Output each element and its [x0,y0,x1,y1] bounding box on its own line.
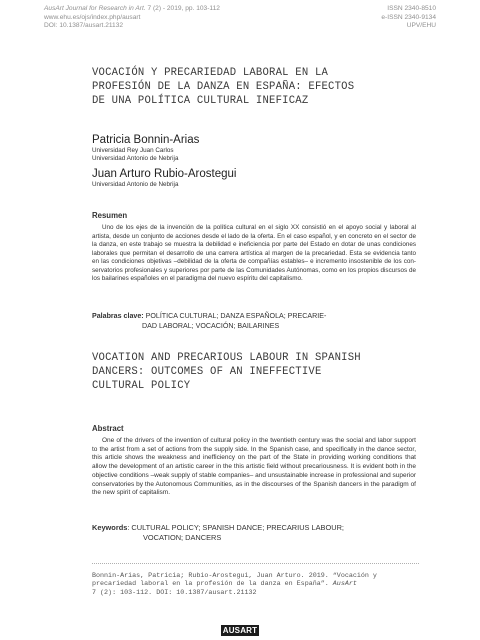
author-affiliation: Universidad Antonio de Nebrija [92,181,179,188]
keywords-es [92,312,414,332]
abstract-en-heading: Abstract [92,424,124,433]
keywords-values: POLÍTICA CULTURAL; DANZA ESPAÑOLA; PRECARIE- [143,312,327,320]
journal-header [44,5,220,31]
citation-line [92,580,422,588]
author-1 [92,134,199,162]
title-en-line: DANCERS: OUTCOMES OF AN INEFFECTIVE [92,366,322,378]
title-en-line: VOCATION AND PRECARIOUS LABOUR IN SPANISH [92,352,361,364]
article-title-es [92,66,412,108]
title-es-line: DE UNA POLÍTICA CULTURAL INEFICAZ [92,95,309,107]
journal-url[interactable]: www.ehu.es/ojs/index.php/ausart [44,13,141,21]
journal-issue: 7 (2) - 2019, pp. 103-112 [145,5,220,12]
article-title-en [92,351,412,393]
author-2 [92,168,236,189]
title-es-line: VOCACIÓN Y PRECARIEDAD LABORAL EN LA [92,67,329,79]
keywords-values: DAD LABORAL; VOCACIÓN; BAILARINES [142,321,280,330]
keywords-label: Palabras clave: [92,312,144,320]
author-affiliation: Universidad Antonio de Nebrija [92,154,179,162]
publisher: UPV/EHU [406,22,436,30]
keywords-values: VOCATION; DANCERS [143,532,222,542]
citation-text: precariedad laboral en la profesión de la danza en España”. [92,580,333,589]
citation-line: Bonnin-Arias, Patricia; Rubio-Arostegui, Juan Arturo. 2019. “Vocación y [92,572,377,580]
title-es-line: PROFESIÓN DE LA DANZA EN ESPAÑA: EFECTOS [92,81,355,93]
ausart-logo: AUSART [222,626,258,635]
citation-journal: AusArt [332,580,357,589]
keywords-label: Keywords [92,523,128,532]
issn-header [381,5,436,31]
citation [92,572,422,597]
keywords-values: : CULTURAL POLICY; SPANISH DANCE; PRECARIUS LABOUR; [127,523,344,532]
author-name: Patricia Bonnin-Arias [92,134,200,146]
journal-doi: DOI: 10.1387/ausart.21132 [44,22,124,30]
citation-line: 7 (2): 103-112. DOI: 10.1387/ausart.21132 [92,588,257,597]
dotted-divider [92,563,419,564]
abstract-en-text: One of the drivers of the invention of cultural policy in the twentieth century was the social and labor support to the artist from a set of actions from the supply side. In the Spanish case, and specifically in the dance sector, this article shows the weakness and inefficiency on the part of the State in providing working conditions that allow the development of an artistic career in the this artistic field without precariousness. It is evident both in the objective conditions –weak supply of stable companies– and unsustainable increase in professional and superior conservatories by the Autonomous Communities, as in the discourses of the Spanish dancers in the paradigm of the new spirit of capitalism. [92,437,416,497]
issn: ISSN 2340-8510 [387,5,436,12]
abstract-es-text: Uno de los ejes de la invención de la política cultural en el siglo XX consistió en el apoyo social y laboral al artista, desde un conjunto de acciones desde el lado de la oferta. En el caso español, y en concreto en el sector de la danza, en este trabajo se muestra la debilidad e ineficiencia por parte del Estado en dotar de unas condiciones laborales que permitan el desarrollo de una carrera artística al margen de la precariedad. Esta se evidencia tanto en las condiciones objetivas –debilidad de la oferta de compañías estables– e incremento insostenible de los conservatorios profesionales y superiores por parte de las Comunidades Autónomas, como en los propios discursos de los bailarines españoles en el paradigma del nuevo espíritu del capitalismo. [92,224,416,283]
author-affiliation: Universidad Rey Juan Carlos [92,147,174,154]
author-name: Juan Arturo Rubio-Arostegui [92,168,237,180]
title-en-line: CULTURAL POLICY [92,380,191,392]
keywords-en [92,523,414,543]
abstract-es-heading: Resumen [92,211,128,220]
eissn: e-ISSN 2340-9134 [381,13,436,21]
journal-name: AusArt Journal for Research in Art. [44,5,146,12]
